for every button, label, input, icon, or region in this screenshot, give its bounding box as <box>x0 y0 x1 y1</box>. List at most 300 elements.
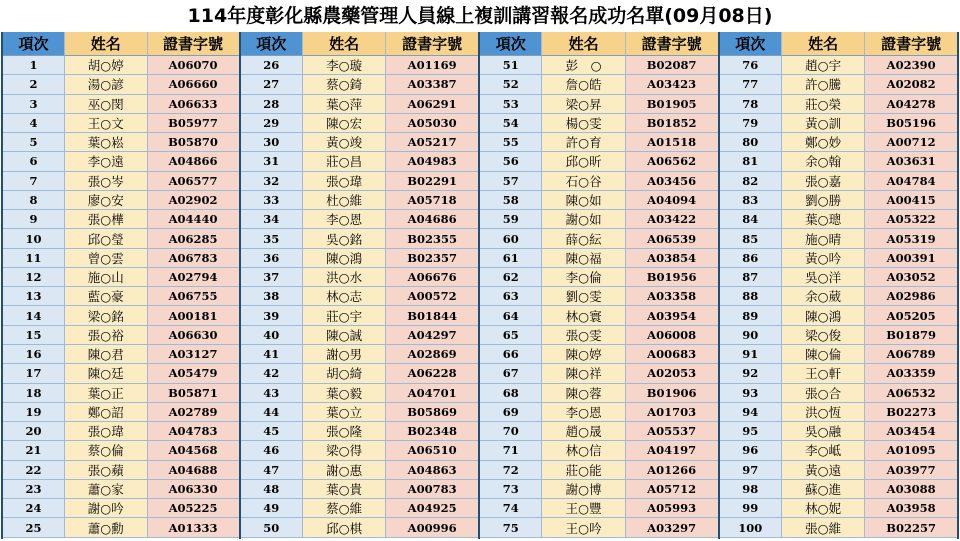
certificate-number: A02789 <box>148 403 239 422</box>
table-row <box>720 229 958 248</box>
row-number: 96 <box>720 441 782 460</box>
person-name: 洪○水 <box>303 268 386 287</box>
table-row <box>241 441 479 460</box>
certificate-number: A06532 <box>865 384 957 403</box>
table-row <box>3 75 239 94</box>
person-name: 李○恩 <box>542 403 625 422</box>
person-name: 王○豐 <box>542 499 625 518</box>
table-row <box>480 306 718 325</box>
row-number: 31 <box>241 152 303 171</box>
row-number: 1 <box>3 56 65 75</box>
table-row <box>720 441 958 460</box>
row-number: 33 <box>241 191 303 210</box>
row-number: 88 <box>720 287 782 306</box>
table-row <box>480 95 718 114</box>
row-number: 91 <box>720 345 782 364</box>
person-name: 陳○蓉 <box>542 384 625 403</box>
row-number: 2 <box>3 75 65 94</box>
table-row <box>3 461 239 480</box>
table-row <box>720 461 958 480</box>
person-name: 劉○勝 <box>782 191 865 210</box>
table-row <box>241 229 479 248</box>
row-number: 63 <box>480 287 542 306</box>
certificate-number: B02355 <box>386 229 478 248</box>
person-name: 張○隆 <box>303 422 386 441</box>
certificate-number: A04278 <box>865 95 957 114</box>
person-name: 胡○婷 <box>65 56 148 75</box>
row-number: 65 <box>480 326 542 345</box>
certificate-number: B02348 <box>386 422 478 441</box>
table-row <box>3 499 239 518</box>
certificate-number: A03423 <box>626 75 718 94</box>
row-number: 41 <box>241 345 303 364</box>
table-row <box>241 345 479 364</box>
certificate-number: A01518 <box>626 133 718 152</box>
row-number: 67 <box>480 364 542 383</box>
header-cert: 證書字號 <box>865 32 957 56</box>
table-row <box>241 172 479 191</box>
person-name: 張○合 <box>782 384 865 403</box>
table-row <box>3 422 239 441</box>
table-row <box>720 422 958 441</box>
table-row <box>241 461 479 480</box>
person-name: 張○瑋 <box>303 172 386 191</box>
row-number: 82 <box>720 172 782 191</box>
table-row <box>3 95 239 114</box>
certificate-number: A04686 <box>386 210 478 229</box>
certificate-number: A05712 <box>626 480 718 499</box>
certificate-number: A04983 <box>386 152 478 171</box>
row-number: 35 <box>241 229 303 248</box>
person-name: 鄭○妙 <box>782 133 865 152</box>
certificate-number: A03359 <box>865 364 957 383</box>
certificate-number: B05196 <box>865 114 957 133</box>
table-row <box>241 152 479 171</box>
person-name: 梁○銘 <box>65 306 148 325</box>
header-no: 項次 <box>720 32 782 56</box>
row-number: 21 <box>3 441 65 460</box>
table-row <box>720 287 958 306</box>
table-row <box>480 114 718 133</box>
certificate-number: A03456 <box>626 172 718 191</box>
header-no: 項次 <box>480 32 542 56</box>
certificate-number: A03127 <box>148 345 239 364</box>
person-name: 蘇○進 <box>782 480 865 499</box>
certificate-number: A04197 <box>626 441 718 460</box>
row-number: 84 <box>720 210 782 229</box>
header-name: 姓名 <box>782 32 865 56</box>
certificate-number: A05225 <box>148 499 239 518</box>
certificate-number: A06510 <box>386 441 478 460</box>
table-row <box>480 364 718 383</box>
table-row <box>3 268 239 287</box>
row-number: 8 <box>3 191 65 210</box>
person-name: 謝○惠 <box>303 461 386 480</box>
table-row <box>480 518 718 537</box>
person-name: 許○育 <box>542 133 625 152</box>
certificate-number: A00783 <box>386 480 478 499</box>
person-name: 陳○福 <box>542 249 625 268</box>
row-number: 22 <box>3 461 65 480</box>
person-name: 陳○誠 <box>303 326 386 345</box>
row-number: 70 <box>480 422 542 441</box>
table-row <box>720 384 958 403</box>
person-name: 趙○晟 <box>542 422 625 441</box>
person-name: 施○晴 <box>782 229 865 248</box>
person-name: 陳○宏 <box>303 114 386 133</box>
certificate-number: A05322 <box>865 210 957 229</box>
header-no: 項次 <box>241 32 303 56</box>
table-row <box>241 306 479 325</box>
row-number: 98 <box>720 480 782 499</box>
table-row <box>3 210 239 229</box>
table-row <box>480 210 718 229</box>
table-row <box>241 95 479 114</box>
header-name: 姓名 <box>303 32 386 56</box>
row-number: 45 <box>241 422 303 441</box>
row-number: 92 <box>720 364 782 383</box>
certificate-number: B05977 <box>148 114 239 133</box>
row-number: 30 <box>241 133 303 152</box>
row-number: 71 <box>480 441 542 460</box>
person-name: 蕭○勳 <box>65 518 148 537</box>
certificate-number: A03631 <box>865 152 957 171</box>
person-name: 梁○昇 <box>542 95 625 114</box>
certificate-number: A06291 <box>386 95 478 114</box>
table-row <box>480 268 718 287</box>
row-number: 56 <box>480 152 542 171</box>
table-row <box>3 518 239 537</box>
row-number: 19 <box>3 403 65 422</box>
row-number: 79 <box>720 114 782 133</box>
row-number: 27 <box>241 75 303 94</box>
person-name: 張○嘉 <box>782 172 865 191</box>
row-number: 61 <box>480 249 542 268</box>
row-number: 37 <box>241 268 303 287</box>
person-name: 謝○博 <box>542 480 625 499</box>
registration-table <box>1 32 959 539</box>
certificate-number: A00996 <box>386 518 478 537</box>
person-name: 邱○瑩 <box>65 229 148 248</box>
row-number: 49 <box>241 499 303 518</box>
row-number: 50 <box>241 518 303 537</box>
row-number: 42 <box>241 364 303 383</box>
person-name: 莊○榮 <box>782 95 865 114</box>
certificate-number: A06577 <box>148 172 239 191</box>
person-name: 巫○閔 <box>65 95 148 114</box>
person-name: 張○瑋 <box>65 422 148 441</box>
table-row <box>241 499 479 518</box>
person-name: 廖○安 <box>65 191 148 210</box>
table-header-row <box>3 32 239 56</box>
table-row <box>480 133 718 152</box>
table-row <box>241 403 479 422</box>
row-number: 32 <box>241 172 303 191</box>
row-number: 100 <box>720 518 782 537</box>
page-title: 114年度彰化縣農藥管理人員線上複訓講習報名成功名單(09月08日) <box>187 5 773 27</box>
table-row <box>720 345 958 364</box>
header-cert: 證書字號 <box>148 32 239 56</box>
table-row <box>480 441 718 460</box>
certificate-number: A00391 <box>865 249 957 268</box>
person-name: 陳○廷 <box>65 364 148 383</box>
row-number: 76 <box>720 56 782 75</box>
table-row <box>720 191 958 210</box>
certificate-number: A05993 <box>626 499 718 518</box>
person-name: 趙○宇 <box>782 56 865 75</box>
person-name: 謝○如 <box>542 210 625 229</box>
row-number: 72 <box>480 461 542 480</box>
person-name: 陳○君 <box>65 345 148 364</box>
person-name: 吳○銘 <box>303 229 386 248</box>
certificate-number: A04701 <box>386 384 478 403</box>
table-row <box>720 249 958 268</box>
header-name: 姓名 <box>65 32 148 56</box>
certificate-number: B01852 <box>626 114 718 133</box>
certificate-number: A04925 <box>386 499 478 518</box>
row-number: 18 <box>3 384 65 403</box>
header-cert: 證書字號 <box>386 32 478 56</box>
person-name: 莊○昌 <box>303 152 386 171</box>
person-name: 湯○諺 <box>65 75 148 94</box>
row-number: 58 <box>480 191 542 210</box>
table-header-row <box>480 32 718 56</box>
table-row <box>480 287 718 306</box>
table-row <box>241 268 479 287</box>
person-name: 王○文 <box>65 114 148 133</box>
header-no: 項次 <box>3 32 65 56</box>
row-number: 62 <box>480 268 542 287</box>
row-number: 14 <box>3 306 65 325</box>
person-name: 李○恩 <box>303 210 386 229</box>
certificate-number: A06070 <box>148 56 239 75</box>
certificate-number: A02794 <box>148 268 239 287</box>
table-row <box>3 287 239 306</box>
person-name: 杜○維 <box>303 191 386 210</box>
person-name: 李○遠 <box>65 152 148 171</box>
row-number: 34 <box>241 210 303 229</box>
table-row <box>720 172 958 191</box>
table-row <box>241 133 479 152</box>
table-row <box>720 268 958 287</box>
table-row <box>480 499 718 518</box>
table-column-group <box>1 32 241 539</box>
row-number: 44 <box>241 403 303 422</box>
person-name: 張○樺 <box>65 210 148 229</box>
certificate-number: A04568 <box>148 441 239 460</box>
row-number: 36 <box>241 249 303 268</box>
row-number: 64 <box>480 306 542 325</box>
table-row <box>241 210 479 229</box>
person-name: 黃○訓 <box>782 114 865 133</box>
row-number: 7 <box>3 172 65 191</box>
table-row <box>3 152 239 171</box>
row-number: 5 <box>3 133 65 152</box>
certificate-number: A04783 <box>148 422 239 441</box>
table-row <box>241 75 479 94</box>
certificate-number: A02986 <box>865 287 957 306</box>
certificate-number: A06008 <box>626 326 718 345</box>
table-row <box>720 133 958 152</box>
table-row <box>720 480 958 499</box>
certificate-number: A06660 <box>148 75 239 94</box>
table-row <box>720 210 958 229</box>
person-name: 葉○璁 <box>782 210 865 229</box>
certificate-number: A06783 <box>148 249 239 268</box>
certificate-number: A03387 <box>386 75 478 94</box>
person-name: 陳○鴻 <box>782 306 865 325</box>
table-column-group <box>480 32 720 539</box>
row-number: 54 <box>480 114 542 133</box>
person-name: 葉○正 <box>65 384 148 403</box>
certificate-number: A04688 <box>148 461 239 480</box>
person-name: 陳○祥 <box>542 364 625 383</box>
row-number: 10 <box>3 229 65 248</box>
table-row <box>3 191 239 210</box>
person-name: 陳○鴻 <box>303 249 386 268</box>
row-number: 25 <box>3 518 65 537</box>
person-name: 林○信 <box>542 441 625 460</box>
certificate-number: A06633 <box>148 95 239 114</box>
table-row <box>241 384 479 403</box>
person-name: 葉○立 <box>303 403 386 422</box>
person-name: 梁○俊 <box>782 326 865 345</box>
row-number: 16 <box>3 345 65 364</box>
header-name: 姓名 <box>542 32 625 56</box>
row-number: 15 <box>3 326 65 345</box>
certificate-number: A00572 <box>386 287 478 306</box>
person-name: 余○翰 <box>782 152 865 171</box>
row-number: 97 <box>720 461 782 480</box>
table-row <box>241 191 479 210</box>
certificate-number: B02357 <box>386 249 478 268</box>
certificate-number: A02902 <box>148 191 239 210</box>
person-name: 胡○綺 <box>303 364 386 383</box>
person-name: 劉○雯 <box>542 287 625 306</box>
certificate-number: A03954 <box>626 306 718 325</box>
table-row <box>480 75 718 94</box>
row-number: 94 <box>720 403 782 422</box>
certificate-number: A01703 <box>626 403 718 422</box>
certificate-number: A04863 <box>386 461 478 480</box>
table-row <box>480 249 718 268</box>
table-row <box>720 403 958 422</box>
table-row <box>3 384 239 403</box>
row-number: 4 <box>3 114 65 133</box>
certificate-number: A06755 <box>148 287 239 306</box>
row-number: 57 <box>480 172 542 191</box>
table-row <box>720 75 958 94</box>
row-number: 81 <box>720 152 782 171</box>
table-row <box>720 306 958 325</box>
certificate-number: A03977 <box>865 461 957 480</box>
certificate-number: A04094 <box>626 191 718 210</box>
certificate-number: B05870 <box>148 133 239 152</box>
row-number: 83 <box>720 191 782 210</box>
person-name: 許○騰 <box>782 75 865 94</box>
table-row <box>3 229 239 248</box>
row-number: 99 <box>720 499 782 518</box>
person-name: 葉○萍 <box>303 95 386 114</box>
certificate-number: A06562 <box>626 152 718 171</box>
person-name: 葉○毅 <box>303 384 386 403</box>
row-number: 20 <box>3 422 65 441</box>
person-name: 石○谷 <box>542 172 625 191</box>
certificate-number: A05319 <box>865 229 957 248</box>
row-number: 74 <box>480 499 542 518</box>
row-number: 47 <box>241 461 303 480</box>
certificate-number: A05718 <box>386 191 478 210</box>
certificate-number: B01844 <box>386 306 478 325</box>
person-name: 莊○能 <box>542 461 625 480</box>
row-number: 73 <box>480 480 542 499</box>
person-name: 張○裕 <box>65 326 148 345</box>
certificate-number: A03422 <box>626 210 718 229</box>
table-row <box>720 114 958 133</box>
person-name: 陳○婷 <box>542 345 625 364</box>
person-name: 張○雯 <box>542 326 625 345</box>
certificate-number: A05205 <box>865 306 957 325</box>
table-row <box>241 114 479 133</box>
row-number: 68 <box>480 384 542 403</box>
table-row <box>480 403 718 422</box>
table-row <box>3 172 239 191</box>
person-name: 吳○融 <box>782 422 865 441</box>
row-number: 75 <box>480 518 542 537</box>
person-name: 葉○貴 <box>303 480 386 499</box>
certificate-number: B02087 <box>626 56 718 75</box>
table-row <box>480 191 718 210</box>
table-row <box>3 345 239 364</box>
person-name: 陳○倫 <box>782 345 865 364</box>
certificate-number: A00181 <box>148 306 239 325</box>
person-name: 楊○雯 <box>542 114 625 133</box>
row-number: 28 <box>241 95 303 114</box>
table-row <box>3 403 239 422</box>
table-row <box>480 56 718 75</box>
table-row <box>720 56 958 75</box>
table-row <box>480 345 718 364</box>
certificate-number: A03358 <box>626 287 718 306</box>
table-row <box>241 422 479 441</box>
table-row <box>720 518 958 537</box>
row-number: 40 <box>241 326 303 345</box>
certificate-number: A05479 <box>148 364 239 383</box>
table-row <box>3 441 239 460</box>
certificate-number: A06330 <box>148 480 239 499</box>
row-number: 59 <box>480 210 542 229</box>
row-number: 86 <box>720 249 782 268</box>
row-number: 80 <box>720 133 782 152</box>
row-number: 85 <box>720 229 782 248</box>
table-row <box>241 364 479 383</box>
person-name: 謝○吟 <box>65 499 148 518</box>
certificate-number: A00415 <box>865 191 957 210</box>
person-name: 吳○洋 <box>782 268 865 287</box>
table-row <box>720 152 958 171</box>
row-number: 43 <box>241 384 303 403</box>
row-number: 89 <box>720 306 782 325</box>
certificate-number: A03454 <box>865 422 957 441</box>
certificate-number: A04440 <box>148 210 239 229</box>
row-number: 66 <box>480 345 542 364</box>
table-row <box>480 326 718 345</box>
person-name: 李○岻 <box>782 441 865 460</box>
certificate-number: A03088 <box>865 480 957 499</box>
table-row <box>480 152 718 171</box>
row-number: 39 <box>241 306 303 325</box>
table-row <box>720 364 958 383</box>
